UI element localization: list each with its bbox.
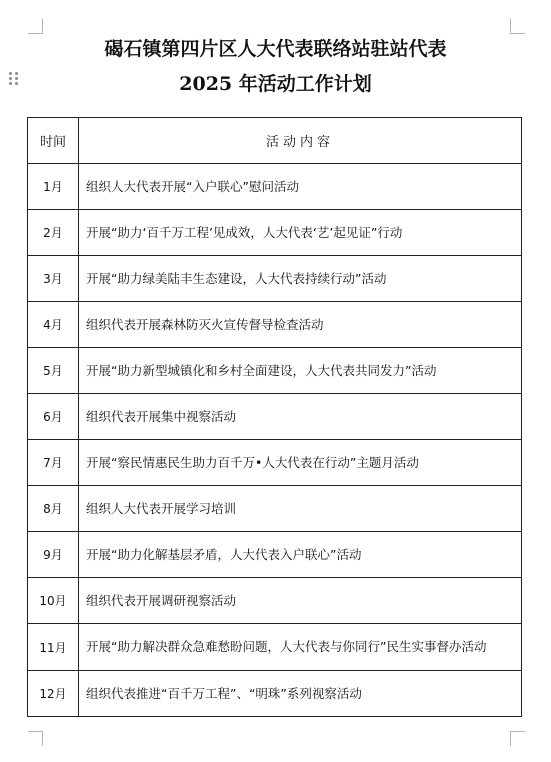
table-row [28,486,522,532]
month-cell: 2月 [28,210,79,256]
month-cell: 10月 [28,578,79,624]
activity-cell: 开展“助力化解基层矛盾，人大代表入户联心”活动 [79,532,522,578]
month-cell: 7月 [28,440,79,486]
table-row [28,532,522,578]
month-cell: 12月 [28,671,79,717]
month-cell: 1月 [28,164,79,210]
month-cell: 8月 [28,486,79,532]
activity-plan-table [27,117,522,717]
document-title-line2: 2025 年活动工作计划 [179,73,372,95]
table-row [28,440,522,486]
table-row [28,302,522,348]
month-cell: 11月 [28,624,79,671]
activity-cell: 开展“助力绿美陆丰生态建设，人大代表持续行动”活动 [79,256,522,302]
crop-mark-top-left [28,19,43,34]
activity-cell: 开展“助力‘百千万工程’见成效，人大代表‘艺’起见证”行动 [79,210,522,256]
activity-cell: 开展“助力解决群众急难愁盼问题，人大代表与你同行”民生实事督办活动 [79,624,522,671]
header-activity: 活动内容 [79,118,522,164]
activity-cell: 组织代表开展集中视察活动 [79,394,522,440]
table-row [28,671,522,717]
table-row [28,256,522,302]
crop-mark-bottom-right [510,731,525,746]
activity-cell: 组织代表开展森林防灭火宣传督导检查活动 [79,302,522,348]
activity-cell: 组织代表推进“百千万工程”、“明珠”系列视察活动 [79,671,522,717]
activity-cell: 组织人大代表开展学习培训 [79,486,522,532]
table-row [28,578,522,624]
month-cell: 4月 [28,302,79,348]
month-cell: 9月 [28,532,79,578]
table-header-row [28,118,522,164]
table-row [28,394,522,440]
month-cell: 3月 [28,256,79,302]
header-month: 时间 [28,118,79,164]
crop-mark-bottom-left [28,731,43,746]
table-row [28,210,522,256]
document-title-line1: 碣石镇第四片区人大代表联络站驻站代表 [104,38,447,60]
activity-cell: 开展“助力新型城镇化和乡村全面建设，人大代表共同发力”活动 [79,348,522,394]
month-cell: 5月 [28,348,79,394]
crop-mark-top-right [510,19,525,34]
table-row [28,624,522,671]
table-row [28,164,522,210]
activity-cell: 开展“察民情惠民生助力百千万•人大代表在行动”主题月活动 [79,440,522,486]
table-row [28,348,522,394]
activity-cell: 组织人大代表开展“入户联心”慰问活动 [79,164,522,210]
activity-cell: 组织代表开展调研视察活动 [79,578,522,624]
month-cell: 6月 [28,394,79,440]
